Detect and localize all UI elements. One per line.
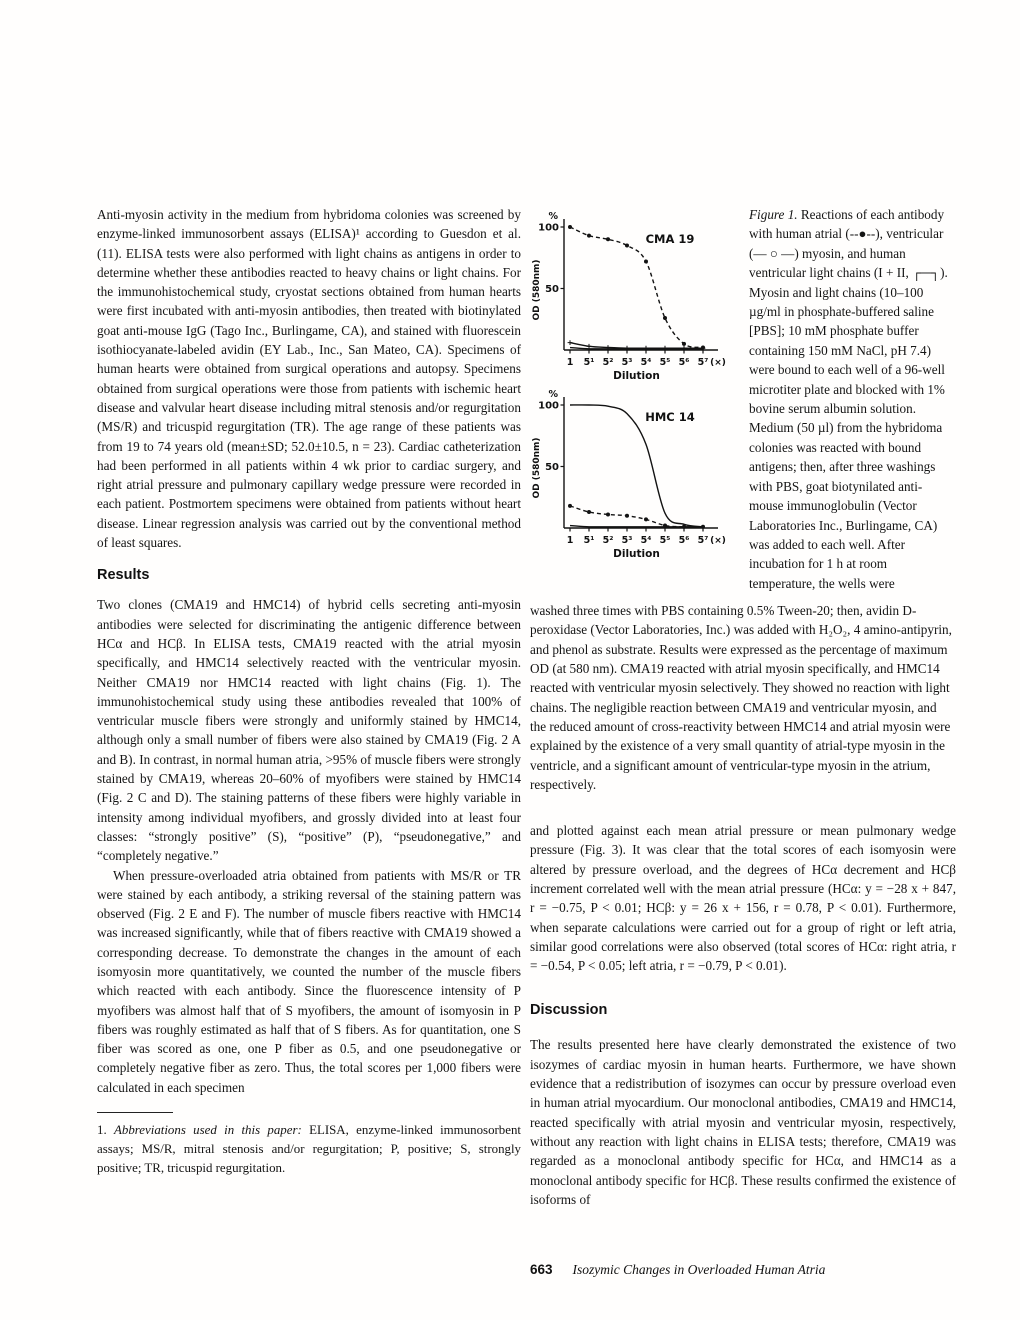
svg-text:%: %	[548, 389, 558, 400]
svg-text:%: %	[548, 211, 558, 222]
footnote-number: 1.	[97, 1123, 114, 1138]
discussion-heading: Discussion	[530, 1002, 608, 1019]
figure1-caption-continuation: washed three times with PBS containing 0.5% Tween-20; then, avidin D-peroxidase (Vector Laboratories, Inc.) was added with H₂O₂, 4 amino-antipyrin, and phenol as substrate. Results were expressed as the percentage of maximum OD (at 580 nm). CMA19 reacted with atrial myosin specifically, and HMC14 reacted with ventricular myosin selectively. They showed no reaction with light chains. The negligible reaction between CMA19 and ventricular myosin, and the reduced amount of cross-reactivity between HMC14 and atrial myosin were explained by the existence of a very small quantity of atrial-type myosin in the ventricle, and a significant amount of ventricular-type myosin in the atrium, respectively.	[530, 603, 952, 792]
svg-text:100: 100	[538, 222, 559, 234]
svg-text:(×): (×)	[710, 358, 726, 368]
paragraph-discussion: The results presented here have clearly demonstrated the existence of two isozymes of cardiac myosin in human hearts. Furthermore, we have shown evidence that a redistribution of isozymes can occur by pressure overload even in human atrial myocardium. Our monoclonal antibodies, CMA19 and HMC14, reacted specifically with atrial myosin and ventricular myosin, respectively, without any reaction with light chains in ELISA tests; therefore, CMA19 was regarded as a monoclonal antibody specific for HCα, and HMC14 as a monoclonal antibody specific for HCβ. These results confirmed the existence of isoforms of	[530, 1037, 956, 1207]
svg-text:5²: 5²	[602, 535, 614, 546]
chart-hmc14	[530, 383, 735, 561]
footnote-lead: Abbreviations used in this paper:	[114, 1123, 302, 1138]
figure-1	[530, 205, 956, 593]
left-column	[97, 205, 521, 1178]
svg-text:Dilution: Dilution	[613, 548, 660, 560]
svg-text:5²: 5²	[602, 357, 614, 368]
svg-text:OD (580nm): OD (580nm)	[532, 259, 542, 321]
footnote-rule	[97, 1112, 173, 1113]
results-heading: Results	[97, 567, 150, 584]
svg-text:HMC 14: HMC 14	[645, 410, 695, 424]
svg-text:5⁷: 5⁷	[697, 535, 709, 546]
paragraph-methods: Anti-myosin activity in the medium from hybridoma colonies was screened by enzyme-linked immunosorbent assays (ELISA)¹ according to Guesdon et al. (11). ELISA tests were also performed with light chains as antigens in order to determine whether these antibodies reacted to heavy chains or light chains. For the immunohistochemical study, cryostat sections obtained from human hearts were first incubated with anti-myosin antibodies, then treated with biotinylated goat anti-mouse IgG (Tago Inc., Burlingame, CA), and stained with fluorescein isothiocyanate-labeled avidin (EY Lab., Inc., San Mateo, CA). Specimens of human hearts were obtained from surgical operations and autopsy. Specimens obtained from surgical operations were those from patients with ischemic heart disease and valvular heart disease including mitral stenosis and/or regurgitation (MS/R) and tricuspid regurgitation (TR). The age range of these patients was from 19 to 74 years old (mean±SD; 52.0±10.5, n = 23). Cardiac catheterization had been performed in all patients within 4 wk prior to cardiac surgery, and right atrial pressure and pulmonary capillary wedge pressure were recorded in each patient. Postmortem specimens were obtained from patients without heart disease. Linear regression analysis was carried out by the conventional method of least squares.	[97, 207, 521, 551]
footnote-text: ELISA, enzyme-linked immunosorbent assays; MS/R, mitral stenosis and/or regurgitation; P, positive; S, strongly positive; TR, tricuspid regurgitation.	[97, 1123, 521, 1176]
paragraph-results-3: and plotted against each mean atrial pressure or mean pulmonary wedge pressure (Fig. 3). It was clear that the total scores of each isomyosin were altered by pressure overload, and the degrees of HCα decrement and HCβ increment correlated well with the mean atrial pressure (HCα: y = −28 x + 847, r = −0.75, P < 0.01; HCβ: y = 26 x + 156, r = 0.78, P < 0.01). Furthermore, when separate calculations were carried out for a group of right or left atria, similar good correlations were also observed (total scores of HCα: right atria, r = −0.54, P < 0.05; left atria, r = −0.79, P < 0.01).	[530, 823, 956, 974]
svg-text:5¹: 5¹	[583, 535, 595, 546]
svg-text:50: 50	[545, 462, 559, 473]
svg-text:5⁴: 5⁴	[640, 357, 652, 368]
svg-text:5⁶: 5⁶	[678, 535, 690, 546]
svg-text:OD (580nm): OD (580nm)	[532, 437, 542, 499]
svg-text:5⁵: 5⁵	[659, 357, 671, 368]
svg-text:5¹: 5¹	[583, 357, 595, 368]
figure1-caption	[749, 205, 956, 593]
figure1-charts	[530, 205, 735, 561]
svg-text:5⁶: 5⁶	[678, 357, 690, 368]
svg-text:5³: 5³	[621, 357, 633, 368]
svg-text:1: 1	[566, 357, 574, 368]
figure1-caption-lead: Figure 1.	[749, 207, 798, 222]
svg-text:(×): (×)	[710, 536, 726, 546]
svg-text:5⁵: 5⁵	[659, 535, 671, 546]
footnote	[97, 1121, 521, 1178]
page-number: 663	[530, 1262, 553, 1277]
svg-text:1: 1	[566, 535, 574, 546]
svg-text:100: 100	[538, 400, 559, 412]
svg-text:CMA 19: CMA 19	[645, 232, 695, 246]
chart-cma19	[530, 205, 735, 383]
running-title: Isozymic Changes in Overloaded Human Atria	[572, 1262, 826, 1277]
page-footer	[530, 1261, 825, 1279]
svg-text:5⁷: 5⁷	[697, 357, 709, 368]
svg-text:5³: 5³	[621, 535, 633, 546]
paragraph-results-1: Two clones (CMA19 and HMC14) of hybrid cells secreting anti-myosin antibodies were selected for discriminating the antigenic difference between HCα and HCβ. In ELISA tests, CMA19 reacted with the atrial myosin specifically, and HMC14 selectively reacted with the ventricular myosin. Neither CMA19 nor HMC14 reacted with light chains (Fig. 1). The immunohistochemical study using these antibodies revealed that 100% of ventricular muscle fibers were strongly and uniformly stained by HMC14, although only a small number of fibers were also stained by CMA19 (Fig. 2 A and B). In contrast, in normal human atria, >95% of muscle fibers were strongly stained by CMA19, whereas 20–60% of myofibers were stained by HMC14 (Fig. 2 C and D). The staining patterns of these fibers were highly variable in intensity among individual myofibers, and grossly divided into at least four classes: “strongly positive” (S), “positive” (P), “pseudonegative,” and “completely negative.”	[97, 597, 521, 864]
svg-text:5⁴: 5⁴	[640, 535, 652, 546]
right-column	[530, 205, 956, 1209]
svg-text:Dilution: Dilution	[613, 370, 660, 382]
paragraph-results-2: When pressure-overloaded atria obtained from patients with MS/R or TR were stained by each antibody, a striking reversal of the staining pattern was observed (Fig. 2 E and F). The number of muscle fibers reactive with HMC14 was increased significantly, while that of fibers reactive with CMA19 showed a corresponding decrease. To demonstrate the changes in the amount of each isomyosin more quantitatively, we counted the number of the muscle fibers which reacted with each antibody. Since the fluorescence intensity of P myofibers was almost half that of S myofibers, the amount of isomyosin in P fibers was roughly estimated as half that of S fibers. As for quantitation, one S fiber was scored as one, one P fiber as 0.5, and one pseudonegative or completely negative fiber as zero. Thus, the total scores per 1,000 fibers were calculated in each specimen	[97, 867, 521, 1095]
svg-text:50: 50	[545, 284, 559, 295]
figure1-caption-side-text: Reactions of each antibody with human atrial (--●--), ventricular (— ○ —) myosin, and human ventricular light chains (I + II, ┌─┐). Myosin and light chains (10–100 µg/ml in phosphate-buffered saline [PBS]; 10 mM phosphate buffer containing 150 mM NaCl, pH 7.4) were bound to each well of a 96-well microtiter plate and blocked with 1% bovine serum albumin solution. Medium (50 µl) from the hybridoma colonies was reacted with bound antigens; then, after three washings with PBS, goat biotynilated anti-mouse immunoglobulin (Vector Laboratories Inc., Burlingame, CA) was added to each well. After incubation for 1 h at room temperature, the wells were	[749, 207, 948, 591]
